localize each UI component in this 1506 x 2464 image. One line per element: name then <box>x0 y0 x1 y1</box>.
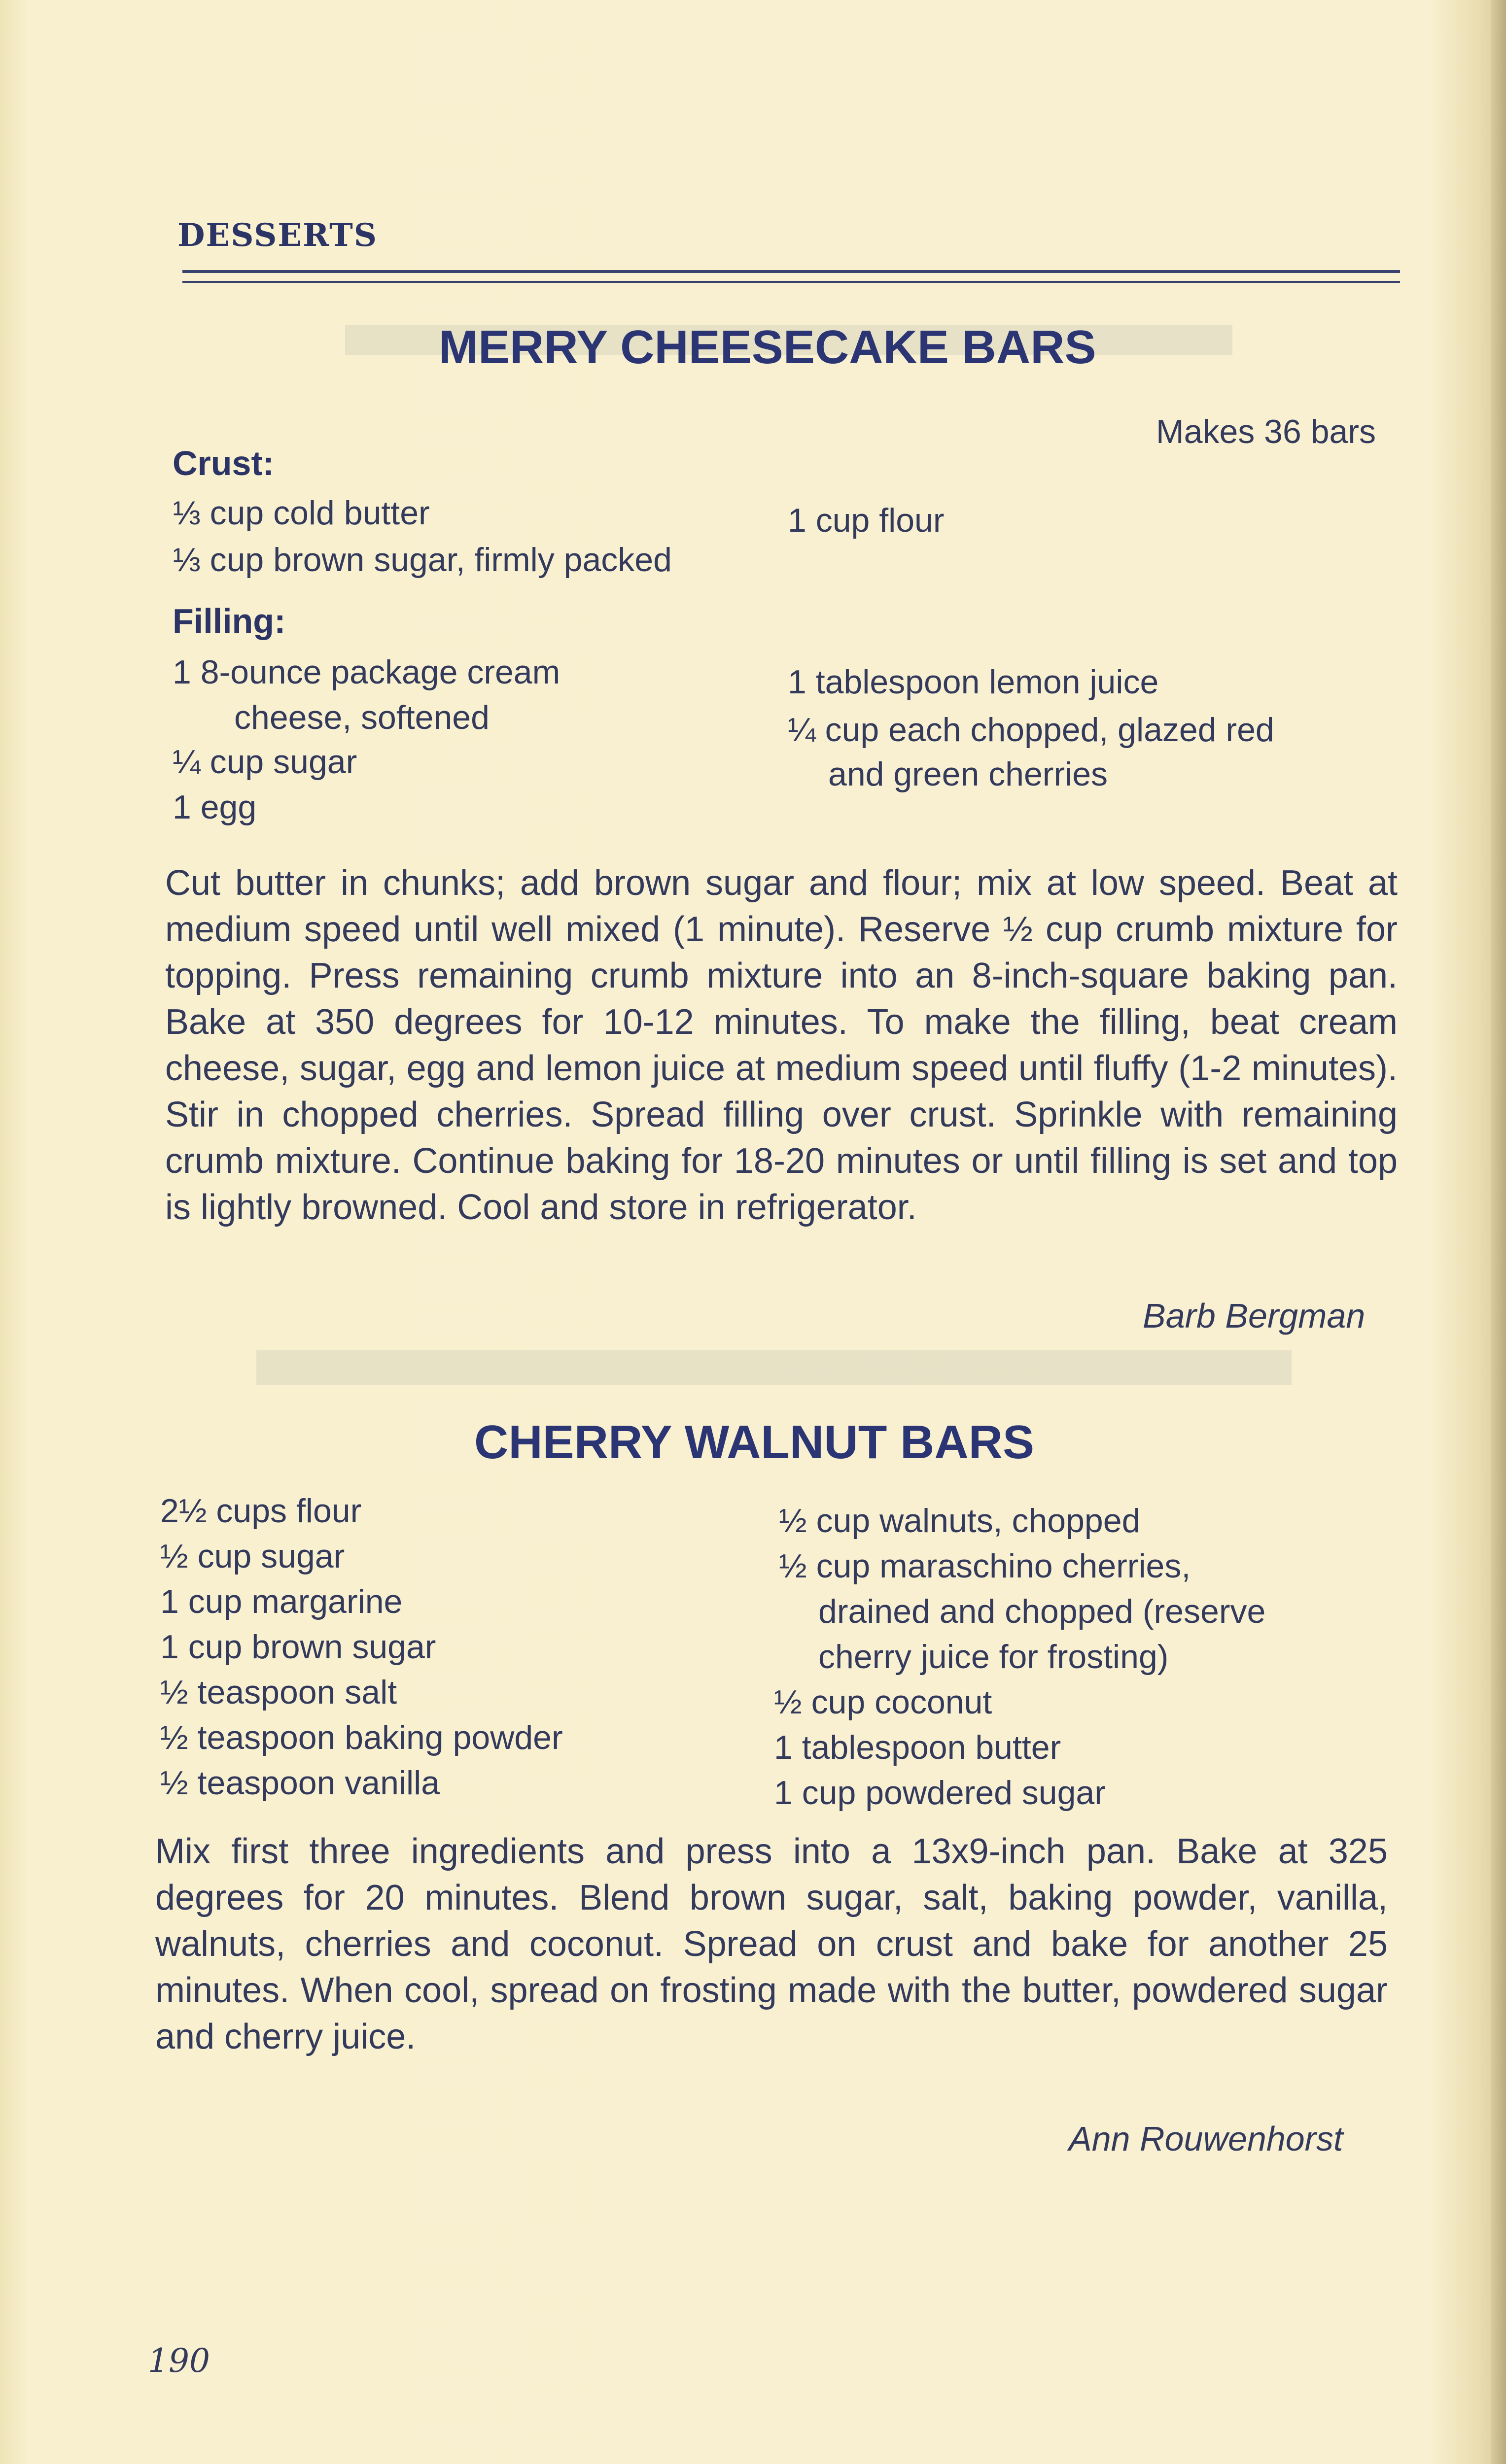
recipe-directions: Cut butter in chunks; add brown sugar and flour; mix at low speed. Beat at medium speed until well mixed (1 minute). Reserve ½ cup crumb mixture for topping. Press remaining crumb mixture into an 8-inch-square baking pan. Bake at 350 degrees for 10-12 minutes. To make the filling, beat cream cheese, sugar, egg and lemon juice at medium speed until fluffy (1-2 minutes). Stir in chopped cherries. Spread filling over crust. Sprinkle with remaining crumb mixture. Continue baking for 18-20 minutes or until filling is set and top is lightly browned. Cool and store in refrigerator. <box>165 863 1398 1227</box>
ingredient: ½ cup maraschino cherries, <box>779 1547 1191 1585</box>
bleed-through-shadow <box>256 1350 1292 1385</box>
recipe-author: Ann Rouwenhorst <box>1069 2120 1343 2158</box>
ingredient: ¼ cup each chopped, glazed red <box>788 711 1274 749</box>
recipe-author: Barb Bergman <box>1143 1297 1366 1335</box>
recipe-directions: Mix first three ingredients and press into a 13x9-inch pan. Bake at 325 degrees for 20 minutes. Blend brown sugar, salt, baking powder, vanilla, walnuts, cherries and coconut. Spread on crust and bake for another 25 minutes. When cool, spread on frosting made with the butter, powdered sugar and cherry juice. <box>155 1832 1388 2056</box>
ingredient: 1 8-ounce package cream <box>173 653 560 691</box>
ingredient: 1 cup powdered sugar <box>774 1774 1106 1812</box>
ingredient: ½ teaspoon vanilla <box>160 1764 440 1802</box>
recipe-yield: Makes 36 bars <box>1156 413 1376 450</box>
ingredient: ½ cup walnuts, chopped <box>779 1502 1141 1540</box>
ingredient: ½ teaspoon baking powder <box>160 1719 563 1756</box>
ingredient: 1 egg <box>173 788 257 826</box>
ingredient: drained and chopped (reserve <box>818 1593 1266 1630</box>
ingredient: and green cherries <box>828 755 1108 793</box>
crust-heading: Crust: <box>173 444 275 482</box>
ingredient: 1 cup flour <box>788 502 945 539</box>
ingredient: cheese, softened <box>234 699 490 736</box>
ingredient: ½ cup sugar <box>160 1538 345 1575</box>
section-rule-top <box>182 270 1400 273</box>
section-rule-bottom <box>182 281 1400 283</box>
filling-heading: Filling: <box>173 602 286 640</box>
ingredient: 1 tablespoon butter <box>774 1729 1061 1766</box>
book-spine-edge <box>1491 0 1506 2464</box>
ingredient: ⅓ cup brown sugar, firmly packed <box>173 541 672 579</box>
ingredient: 1 cup margarine <box>160 1583 403 1620</box>
recipe-title: CHERRY WALNUT BARS <box>474 1416 1035 1469</box>
ingredient: 1 tablespoon lemon juice <box>788 663 1159 701</box>
ingredient: ½ cup coconut <box>774 1683 992 1721</box>
ingredient: ¼ cup sugar <box>173 743 357 781</box>
page-number: 190 <box>148 2342 210 2380</box>
ingredient: ⅓ cup cold butter <box>173 494 430 532</box>
ingredient: cherry juice for frosting) <box>818 1638 1169 1676</box>
ingredient: 2½ cups flour <box>160 1492 362 1530</box>
recipe-title: MERRY CHEESECAKE BARS <box>439 321 1096 374</box>
ingredient: ½ teaspoon salt <box>160 1674 397 1711</box>
section-label: DESSERTS <box>177 217 378 254</box>
ingredient: 1 cup brown sugar <box>160 1628 436 1666</box>
